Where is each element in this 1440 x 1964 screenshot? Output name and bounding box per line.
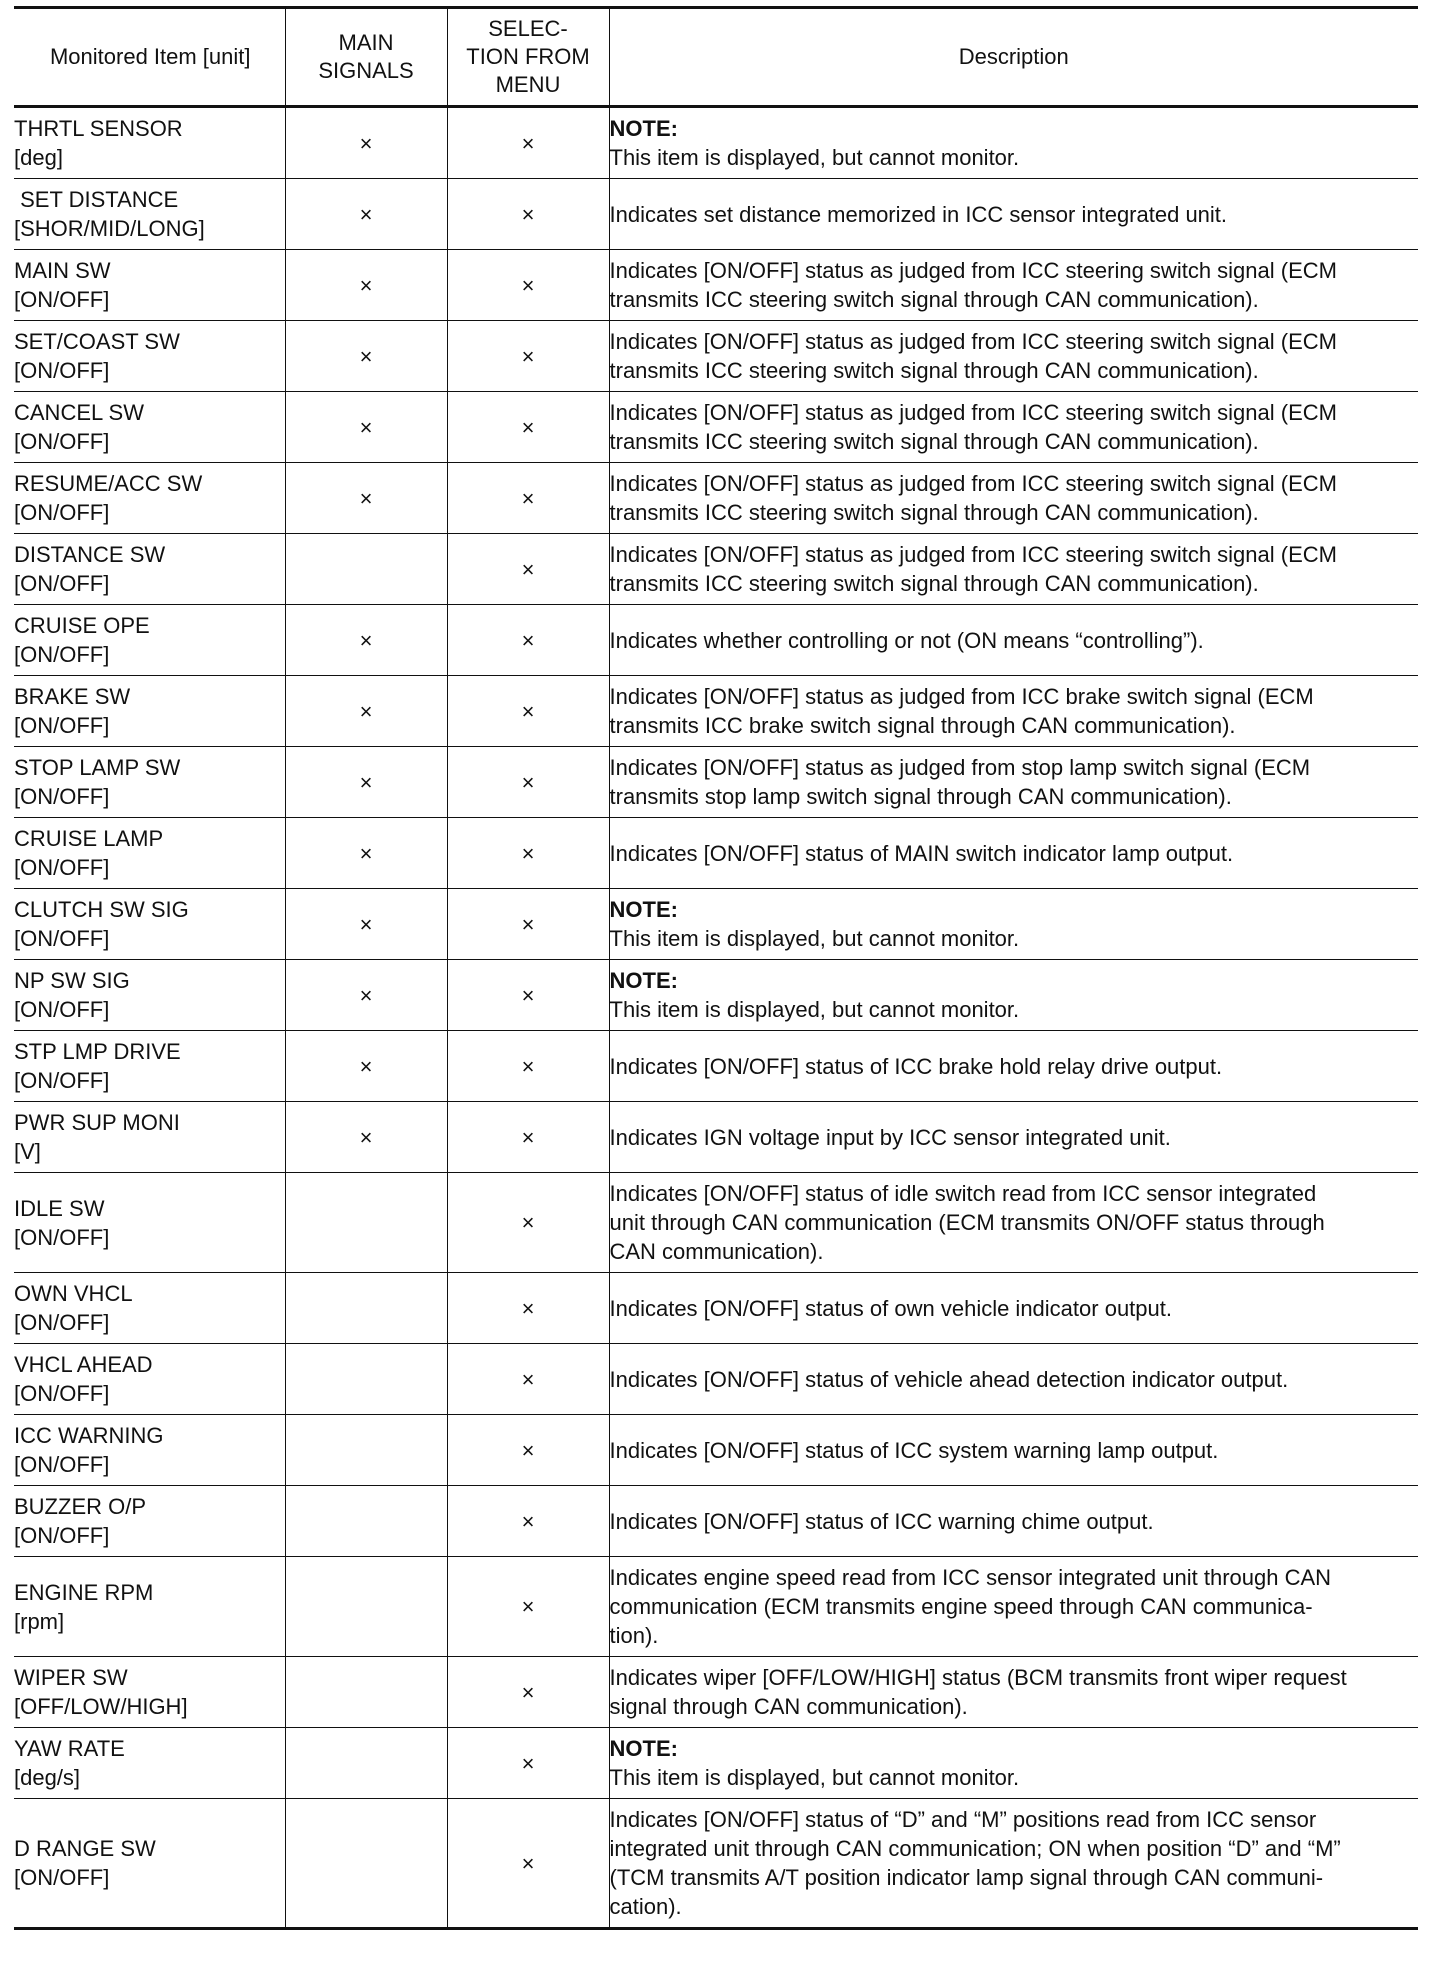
monitored-item-cell	[14, 1102, 285, 1173]
description-line: Indicates engine speed read from ICC sensor integrated unit through CAN	[609, 1565, 1332, 1590]
main-signals-mark	[285, 1799, 447, 1929]
description-cell	[609, 392, 1418, 463]
item-name: THRTL SENSOR	[14, 116, 183, 141]
description-line: signal through CAN communication).	[609, 1694, 968, 1719]
description-line: tion).	[609, 1623, 659, 1648]
main-signals-mark	[285, 1728, 447, 1799]
description-line: Indicates [ON/OFF] status of idle switch read from ICC sensor integrated	[609, 1181, 1317, 1206]
table-row	[14, 107, 1418, 179]
item-name: STP LMP DRIVE	[14, 1039, 181, 1064]
table-row	[14, 1415, 1418, 1486]
item-name: DISTANCE SW	[14, 542, 166, 567]
description-cell	[609, 1031, 1418, 1102]
description-line: Indicates IGN voltage input by ICC sensor integrated unit.	[609, 1124, 1171, 1150]
selection-from-menu-mark: ×	[447, 321, 609, 392]
item-unit: [ON/OFF]	[14, 429, 110, 454]
selection-from-menu-mark: ×	[447, 1486, 609, 1557]
description-cell	[609, 1344, 1418, 1415]
main-signals-mark: ×	[285, 747, 447, 818]
header-monitored-item	[14, 8, 285, 107]
item-unit: [ON/OFF]	[14, 926, 110, 951]
description-line: transmits ICC steering switch signal through CAN communication).	[609, 429, 1259, 454]
monitored-item-cell	[14, 179, 285, 250]
header-description	[609, 8, 1418, 107]
description-line: This item is displayed, but cannot monitor.	[609, 145, 1020, 170]
item-unit: [ON/OFF]	[14, 642, 110, 667]
header-selection-from-menu	[447, 8, 609, 107]
table-row	[14, 1799, 1418, 1929]
description-line: Indicates set distance memorized in ICC sensor integrated unit.	[609, 201, 1228, 227]
description-line: This item is displayed, but cannot monitor.	[609, 1765, 1020, 1790]
table-row	[14, 1031, 1418, 1102]
item-name: PWR SUP MONI	[14, 1110, 180, 1135]
item-name: ENGINE RPM	[14, 1579, 154, 1605]
table-row	[14, 1273, 1418, 1344]
item-unit: [ON/OFF]	[14, 1224, 110, 1250]
description-line: transmits stop lamp switch signal through CAN communication).	[609, 784, 1232, 809]
item-unit: [rpm]	[14, 1608, 65, 1634]
header-monitored-item-label: Monitored Item [unit]	[49, 44, 251, 69]
selection-from-menu-mark: ×	[447, 463, 609, 534]
table-row	[14, 747, 1418, 818]
item-unit: [ON/OFF]	[14, 1310, 110, 1335]
description-line: This item is displayed, but cannot monitor.	[609, 926, 1020, 951]
item-name: SET DISTANCE	[14, 187, 179, 212]
description-line: Indicates [ON/OFF] status as judged from ICC steering switch signal (ECM	[609, 258, 1337, 283]
main-signals-mark: ×	[285, 1031, 447, 1102]
table-row	[14, 1486, 1418, 1557]
monitored-item-cell	[14, 534, 285, 605]
monitored-item-cell	[14, 1728, 285, 1799]
item-name: YAW RATE	[14, 1736, 125, 1761]
item-unit: [ON/OFF]	[14, 1068, 110, 1093]
monitored-item-cell	[14, 960, 285, 1031]
selection-from-menu-mark: ×	[447, 889, 609, 960]
description-cell	[609, 1799, 1418, 1929]
monitored-item-cell	[14, 250, 285, 321]
description-line: (TCM transmits A/T position indicator lamp signal through CAN communi-	[609, 1865, 1324, 1890]
monitored-item-cell	[14, 1486, 285, 1557]
table-row	[14, 179, 1418, 250]
main-signals-mark	[285, 1344, 447, 1415]
selection-from-menu-mark: ×	[447, 818, 609, 889]
item-name: RESUME/ACC SW	[14, 471, 203, 496]
description-cell	[609, 107, 1418, 179]
note-label: NOTE:	[609, 116, 678, 141]
description-line: transmits ICC brake switch signal through CAN communication).	[609, 713, 1236, 738]
item-name: OWN VHCL	[14, 1281, 133, 1306]
table-row	[14, 960, 1418, 1031]
description-line: Indicates [ON/OFF] status of vehicle ahead detection indicator output.	[609, 1366, 1289, 1392]
item-name: IDLE SW	[14, 1195, 105, 1221]
main-signals-mark: ×	[285, 250, 447, 321]
table-row	[14, 818, 1418, 889]
main-signals-mark: ×	[285, 107, 447, 179]
item-name: VHCL AHEAD	[14, 1352, 153, 1377]
selection-from-menu-mark: ×	[447, 747, 609, 818]
selection-from-menu-mark: ×	[447, 107, 609, 179]
item-unit: [ON/OFF]	[14, 1523, 110, 1548]
item-unit: [ON/OFF]	[14, 784, 110, 809]
main-signals-mark: ×	[285, 889, 447, 960]
selection-from-menu-mark: ×	[447, 1728, 609, 1799]
header-description-label: Description	[958, 44, 1069, 69]
description-line: Indicates [ON/OFF] status as judged from ICC steering switch signal (ECM	[609, 329, 1337, 354]
item-unit: [OFF/LOW/HIGH]	[14, 1694, 188, 1719]
item-name: SET/COAST SW	[14, 329, 180, 354]
description-line: Indicates [ON/OFF] status of “D” and “M” positions read from ICC sensor	[609, 1807, 1317, 1832]
table-row	[14, 1344, 1418, 1415]
item-name: CRUISE OPE	[14, 613, 150, 638]
monitored-item-cell	[14, 1799, 285, 1929]
item-unit: [ON/OFF]	[14, 855, 110, 880]
note-label: NOTE:	[609, 968, 678, 993]
monitored-item-cell	[14, 747, 285, 818]
description-cell	[609, 1728, 1418, 1799]
selection-from-menu-mark: ×	[447, 1173, 609, 1273]
item-unit: [deg/s]	[14, 1765, 81, 1790]
item-name: BRAKE SW	[14, 684, 131, 709]
item-unit: [ON/OFF]	[14, 358, 110, 383]
monitored-item-cell	[14, 463, 285, 534]
description-line: Indicates wiper [OFF/LOW/HIGH] status (BCM transmits front wiper request	[609, 1665, 1347, 1690]
item-unit: [ON/OFF]	[14, 1865, 110, 1890]
main-signals-mark	[285, 534, 447, 605]
monitored-item-cell	[14, 889, 285, 960]
description-line: Indicates [ON/OFF] status of MAIN switch indicator lamp output.	[609, 840, 1234, 866]
description-line: Indicates [ON/OFF] status of ICC warning chime output.	[609, 1508, 1154, 1534]
table-row	[14, 392, 1418, 463]
description-line: Indicates [ON/OFF] status as judged from stop lamp switch signal (ECM	[609, 755, 1311, 780]
table-header-row	[14, 8, 1418, 107]
table-row	[14, 1728, 1418, 1799]
selection-from-menu-mark: ×	[447, 1557, 609, 1657]
table-row	[14, 321, 1418, 392]
selection-from-menu-mark: ×	[447, 1657, 609, 1728]
note-label: NOTE:	[609, 897, 678, 922]
monitored-item-cell	[14, 605, 285, 676]
selection-from-menu-mark: ×	[447, 179, 609, 250]
description-line: transmits ICC steering switch signal through CAN communication).	[609, 358, 1259, 383]
table-row	[14, 250, 1418, 321]
description-cell	[609, 250, 1418, 321]
header-selection-line1: SELEC-	[488, 16, 568, 41]
main-signals-mark	[285, 1273, 447, 1344]
monitored-items-table	[14, 6, 1418, 1930]
main-signals-mark	[285, 1415, 447, 1486]
monitored-item-cell	[14, 107, 285, 179]
header-selection-line3: MENU	[495, 72, 561, 97]
header-selection-line2: TION FROM	[466, 44, 590, 69]
description-line: transmits ICC steering switch signal through CAN communication).	[609, 287, 1259, 312]
selection-from-menu-mark: ×	[447, 1273, 609, 1344]
item-name: CRUISE LAMP	[14, 826, 164, 851]
description-line: Indicates [ON/OFF] status as judged from ICC brake switch signal (ECM	[609, 684, 1314, 709]
monitored-item-cell	[14, 1415, 285, 1486]
header-main-signals	[285, 8, 447, 107]
description-cell	[609, 889, 1418, 960]
selection-from-menu-mark: ×	[447, 960, 609, 1031]
description-line: transmits ICC steering switch signal through CAN communication).	[609, 571, 1259, 596]
main-signals-mark	[285, 1657, 447, 1728]
table-row	[14, 676, 1418, 747]
table-row	[14, 1557, 1418, 1657]
description-line: unit through CAN communication (ECM transmits ON/OFF status through	[609, 1210, 1325, 1235]
selection-from-menu-mark: ×	[447, 1344, 609, 1415]
header-main-signals-line1: MAIN	[338, 30, 394, 55]
description-line: Indicates [ON/OFF] status of own vehicle indicator output.	[609, 1295, 1172, 1321]
main-signals-mark: ×	[285, 179, 447, 250]
selection-from-menu-mark: ×	[447, 534, 609, 605]
item-name: MAIN SW	[14, 258, 111, 283]
item-name: WIPER SW	[14, 1665, 128, 1690]
description-cell	[609, 1273, 1418, 1344]
table-row	[14, 463, 1418, 534]
description-line: communication (ECM transmits engine speed through CAN communica-	[609, 1594, 1313, 1619]
main-signals-mark	[285, 1173, 447, 1273]
item-name: CANCEL SW	[14, 400, 144, 425]
monitored-item-cell	[14, 1557, 285, 1657]
selection-from-menu-mark: ×	[447, 250, 609, 321]
description-cell	[609, 179, 1418, 250]
table-row	[14, 1102, 1418, 1173]
description-line: transmits ICC steering switch signal through CAN communication).	[609, 500, 1259, 525]
item-name: STOP LAMP SW	[14, 755, 181, 780]
monitored-item-cell	[14, 1344, 285, 1415]
table-row	[14, 605, 1418, 676]
item-unit: [ON/OFF]	[14, 571, 110, 596]
description-line: Indicates [ON/OFF] status as judged from ICC steering switch signal (ECM	[609, 471, 1337, 496]
description-cell	[609, 534, 1418, 605]
description-cell	[609, 960, 1418, 1031]
description-cell	[609, 1657, 1418, 1728]
table-row	[14, 889, 1418, 960]
monitored-item-cell	[14, 1273, 285, 1344]
selection-from-menu-mark: ×	[447, 392, 609, 463]
item-unit: [ON/OFF]	[14, 1452, 110, 1477]
selection-from-menu-mark: ×	[447, 1799, 609, 1929]
monitored-item-cell	[14, 321, 285, 392]
monitored-item-cell	[14, 1657, 285, 1728]
header-main-signals-line2: SIGNALS	[318, 58, 414, 83]
description-line: Indicates whether controlling or not (ON means “controlling”).	[609, 627, 1204, 653]
main-signals-mark: ×	[285, 676, 447, 747]
item-name: NP SW SIG	[14, 968, 130, 993]
description-line: This item is displayed, but cannot monitor.	[609, 997, 1020, 1022]
description-line: Indicates [ON/OFF] status of ICC system warning lamp output.	[609, 1437, 1219, 1463]
monitored-item-cell	[14, 676, 285, 747]
main-signals-mark: ×	[285, 321, 447, 392]
item-unit: [ON/OFF]	[14, 713, 110, 738]
item-unit: [ON/OFF]	[14, 1381, 110, 1406]
description-cell	[609, 1102, 1418, 1173]
selection-from-menu-mark: ×	[447, 1102, 609, 1173]
description-cell	[609, 605, 1418, 676]
main-signals-mark: ×	[285, 605, 447, 676]
description-cell	[609, 747, 1418, 818]
description-cell	[609, 676, 1418, 747]
table-row	[14, 1173, 1418, 1273]
item-unit: [V]	[14, 1139, 41, 1164]
item-unit: [ON/OFF]	[14, 287, 110, 312]
selection-from-menu-mark: ×	[447, 1031, 609, 1102]
monitored-item-cell	[14, 1031, 285, 1102]
monitored-item-cell	[14, 1173, 285, 1273]
description-line: cation).	[609, 1894, 682, 1919]
table-row	[14, 1657, 1418, 1728]
note-label: NOTE:	[609, 1736, 678, 1761]
main-signals-mark	[285, 1557, 447, 1657]
table-row	[14, 534, 1418, 605]
selection-from-menu-mark: ×	[447, 676, 609, 747]
monitored-item-cell	[14, 818, 285, 889]
main-signals-mark	[285, 1486, 447, 1557]
description-line: Indicates [ON/OFF] status of ICC brake hold relay drive output.	[609, 1053, 1223, 1079]
item-unit: [ON/OFF]	[14, 500, 110, 525]
description-line: integrated unit through CAN communication; ON when position “D” and “M”	[609, 1836, 1341, 1861]
monitored-item-cell	[14, 392, 285, 463]
description-cell	[609, 321, 1418, 392]
main-signals-mark: ×	[285, 463, 447, 534]
description-cell	[609, 1173, 1418, 1273]
table-body	[14, 107, 1418, 1929]
item-name: BUZZER O/P	[14, 1494, 147, 1519]
selection-from-menu-mark: ×	[447, 605, 609, 676]
item-name: CLUTCH SW SIG	[14, 897, 189, 922]
description-cell	[609, 818, 1418, 889]
description-line: Indicates [ON/OFF] status as judged from ICC steering switch signal (ECM	[609, 542, 1337, 567]
item-name: ICC WARNING	[14, 1423, 164, 1448]
description-cell	[609, 463, 1418, 534]
main-signals-mark: ×	[285, 818, 447, 889]
item-unit: [SHOR/MID/LONG]	[14, 216, 205, 241]
description-cell	[609, 1486, 1418, 1557]
item-unit: [ON/OFF]	[14, 997, 110, 1022]
description-line: CAN communication).	[609, 1239, 824, 1264]
selection-from-menu-mark: ×	[447, 1415, 609, 1486]
item-name: D RANGE SW	[14, 1836, 156, 1861]
description-cell	[609, 1415, 1418, 1486]
description-cell	[609, 1557, 1418, 1657]
main-signals-mark: ×	[285, 1102, 447, 1173]
description-line: Indicates [ON/OFF] status as judged from ICC steering switch signal (ECM	[609, 400, 1337, 425]
main-signals-mark: ×	[285, 392, 447, 463]
item-unit: [deg]	[14, 145, 63, 170]
main-signals-mark: ×	[285, 960, 447, 1031]
